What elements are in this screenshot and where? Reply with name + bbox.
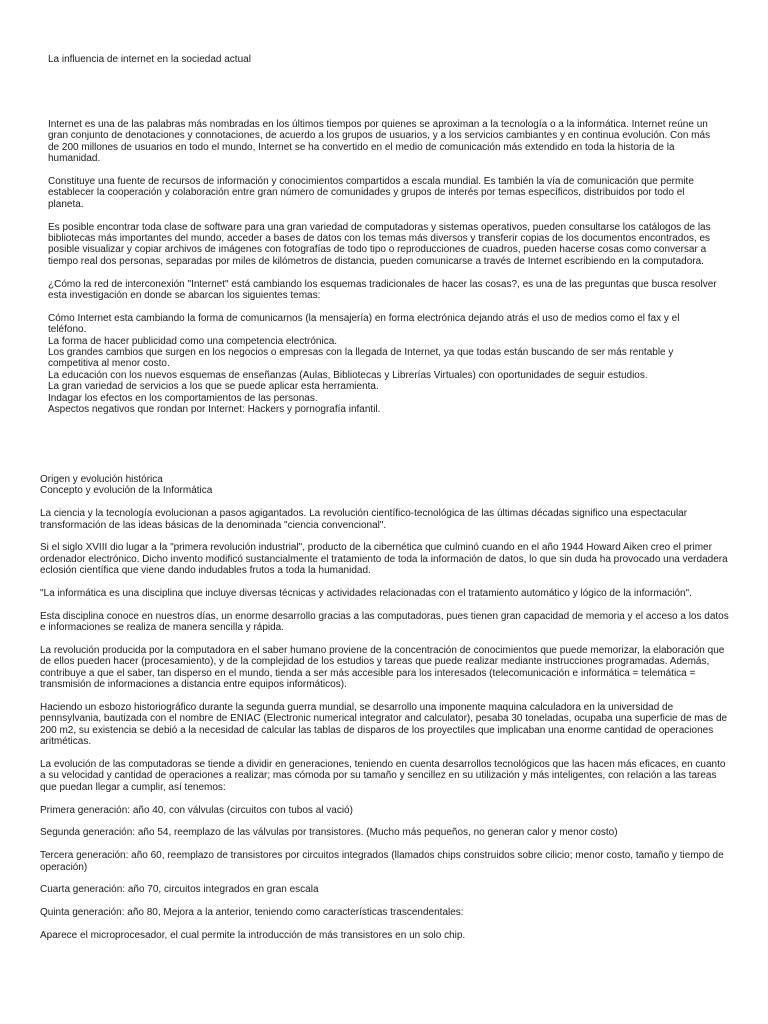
- topic-item: La gran variedad de servicios a los que se puede aplicar esta herramienta.: [48, 381, 379, 393]
- body-paragraph: La evolución de las computadoras se tiende a dividir en generaciones, teniendo en cuenta desarrollos tecnológicos que las hacen más eficaces, en cuanto a su velocidad y cantidad de operaciones a realizar; mas cómoda por su tamaño y sencillez en su utilización y más inteligentes, con relación a las tareas que puedan llegar a cumplir, así tenemos:: [40, 759, 726, 793]
- generation-item: Segunda generación: año 54, reemplazo de las válvulas por transistores. (Mucho más pequeños, no generan calor y menor costo): [40, 827, 618, 839]
- topic-item: Aspectos negativos que rondan por Internet: Hackers y pornografía infantil.: [48, 404, 381, 416]
- section-heading-block: [40, 474, 730, 497]
- topic-item: Cómo Internet esta cambiando la forma de comunicarnos (la mensajería) en forma electrónica dejando atrás el uso de medios como el fax y el teléfono.: [48, 312, 680, 336]
- body-paragraph: Haciendo un esbozo historiográfico durante la segunda guerra mundial, se desarrollo una imponente maquina calculadora en la universidad de pennsylvania, bautizada con el nombre de ENIAC (Electronic numerical integrator and calculator), pesaba 30 toneladas, ocupaba una superficie de mas de 200 m2, su existencia se debió a la necesidad de calcular las tablas de disparos de los proyectiles que implicaban una enorme cantidad de operaciones aritméticas.: [40, 702, 728, 748]
- history-section: [40, 474, 730, 953]
- section-heading: Origen y evolución histórica: [40, 474, 163, 485]
- topic-item: Indagar los efectos en los comportamientos de las personas.: [48, 392, 318, 404]
- intro-paragraph: Internet es una de las palabras más nombradas en los últimos tiempos por quienes se aproximan a la tecnología o a la informática. Internet reúne un gran conjunto de denotaciones y connotaciones, de acuerdo a los grupos de usuarios, y a los servicios cambiantes y en continua evolución. Con más de 200 millones de usuarios en todo el mundo, Internet se ha convertido en el medio de comunicación más extendido en toda la historia de la humanidad.: [48, 119, 711, 165]
- body-paragraph: La revolución producida por la computadora en el saber humano proviene de la concentración de conocimientos que puede memorizar, la elaboración que de ellos pueden hacer (procesamiento), y de la complejidad de los estudios y tareas que puede realizar mediante instrucciones programadas. Además, contribuye a que el saber, tan disperso en el mundo, tienda a ser más accesible para los interesados (telecomunicación e informática = telemática = transmisión de informaciones a distancia entre equipos informáticos).: [40, 645, 725, 691]
- generation-item: Aparece el microprocesador, el cual permite la introducción de más transistores en un solo chip.: [40, 930, 466, 942]
- topic-list: [48, 313, 720, 416]
- generation-item: Primera generación: año 40, con válvulas (circuitos con tubos al vació): [40, 804, 353, 816]
- intro-section: [48, 119, 720, 416]
- generation-item: Cuarta generación: año 70, circuitos integrados en gran escala: [40, 884, 319, 896]
- topic-item: Los grandes cambios que surgen en los negocios o empresas con la llegada de Internet, ya que todas están buscando de ser más rentable y competitiva al menor costo.: [48, 347, 674, 370]
- generation-item: Tercera generación: año 60, reemplazo de transistores por circuitos integrados (llamados chips construidos sobre cilicio; menor costo, tamaño y tiempo de operación): [40, 850, 724, 873]
- document-title: La influencia de internet en la sociedad actual: [48, 54, 251, 65]
- body-paragraph: Esta disciplina conoce en nuestros días, un enorme desarrollo gracias a las computadoras, pues tienen gran capacidad de memoria y el acceso a los datos e informaciones se realiza de manera sencilla y rápida.: [40, 610, 729, 634]
- section-subheading: Concepto y evolución de la Informática: [40, 485, 213, 497]
- topic-item: La educación con los nuevos esquemas de enseñanzas (Aulas, Bibliotecas y Librerías Virtuales) con oportunidades de seguir estudios.: [48, 369, 648, 381]
- generation-item: Quinta generación: año 80, Mejora a la anterior, teniendo como características trascendentales:: [40, 907, 464, 919]
- intro-paragraph: ¿Cómo la red de interconexión "Internet" está cambiando los esquemas tradicionales de hacer las cosas?, es una de las preguntas que busca resolver esta investigación en donde se abarcan los siguientes temas:: [48, 278, 717, 302]
- body-paragraph: Si el siglo XVIII dio lugar a la "primera revolución industrial", producto de la cibernética que culminó cuando en el año 1944 Howard Aiken creo el primer ordenador electrónico. Dicho invento modificó sustancialmente el tratamiento de toda la información de datos, lo que sin duda ha provocado una verdadera eclosión científica que viene dando indudables frutos a toda la humanidad.: [40, 542, 728, 577]
- intro-paragraph: Es posible encontrar toda clase de software para una gran variedad de computadoras y sistemas operativos, pueden consultarse los catálogos de las bibliotecas más importantes del mundo, acceder a bases de datos con los temas más diversos y transferir copias de los documentos encontrados, es posible visualizar y copiar archivos de imágenes con fotografías de todo tipo o reproducciones de cuadros, pueden hacerse cosas como conversar a tiempo real dos personas, separadas por miles de kilómetros de distancia, pueden comunicarse a través de Internet escribiendo en la computadora.: [48, 221, 711, 267]
- body-paragraph: La ciencia y la tecnología evolucionan a pasos agigantados. La revolución científico-tecnológica de las últimas décadas significo una espectacular transformación de las ideas básicas de la denominada "ciencia convencional".: [40, 508, 688, 531]
- topic-item: La forma de hacer publicidad como una competencia electrónica.: [48, 335, 338, 347]
- generation-list: [40, 805, 730, 942]
- body-paragraph: "La informática es una disciplina que incluye diversas técnicas y actividades relacionadas con el tratamiento automático y lógico de la información".: [40, 588, 692, 600]
- intro-paragraph: Constituye una fuente de recursos de información y conocimientos compartidos a escala mundial. Es también la vía de comunicación que permite establecer la cooperación y colaboración entre gran número de comunidades y grupos de interés por temas específicos, distribuidos por todo el planeta.: [48, 176, 694, 210]
